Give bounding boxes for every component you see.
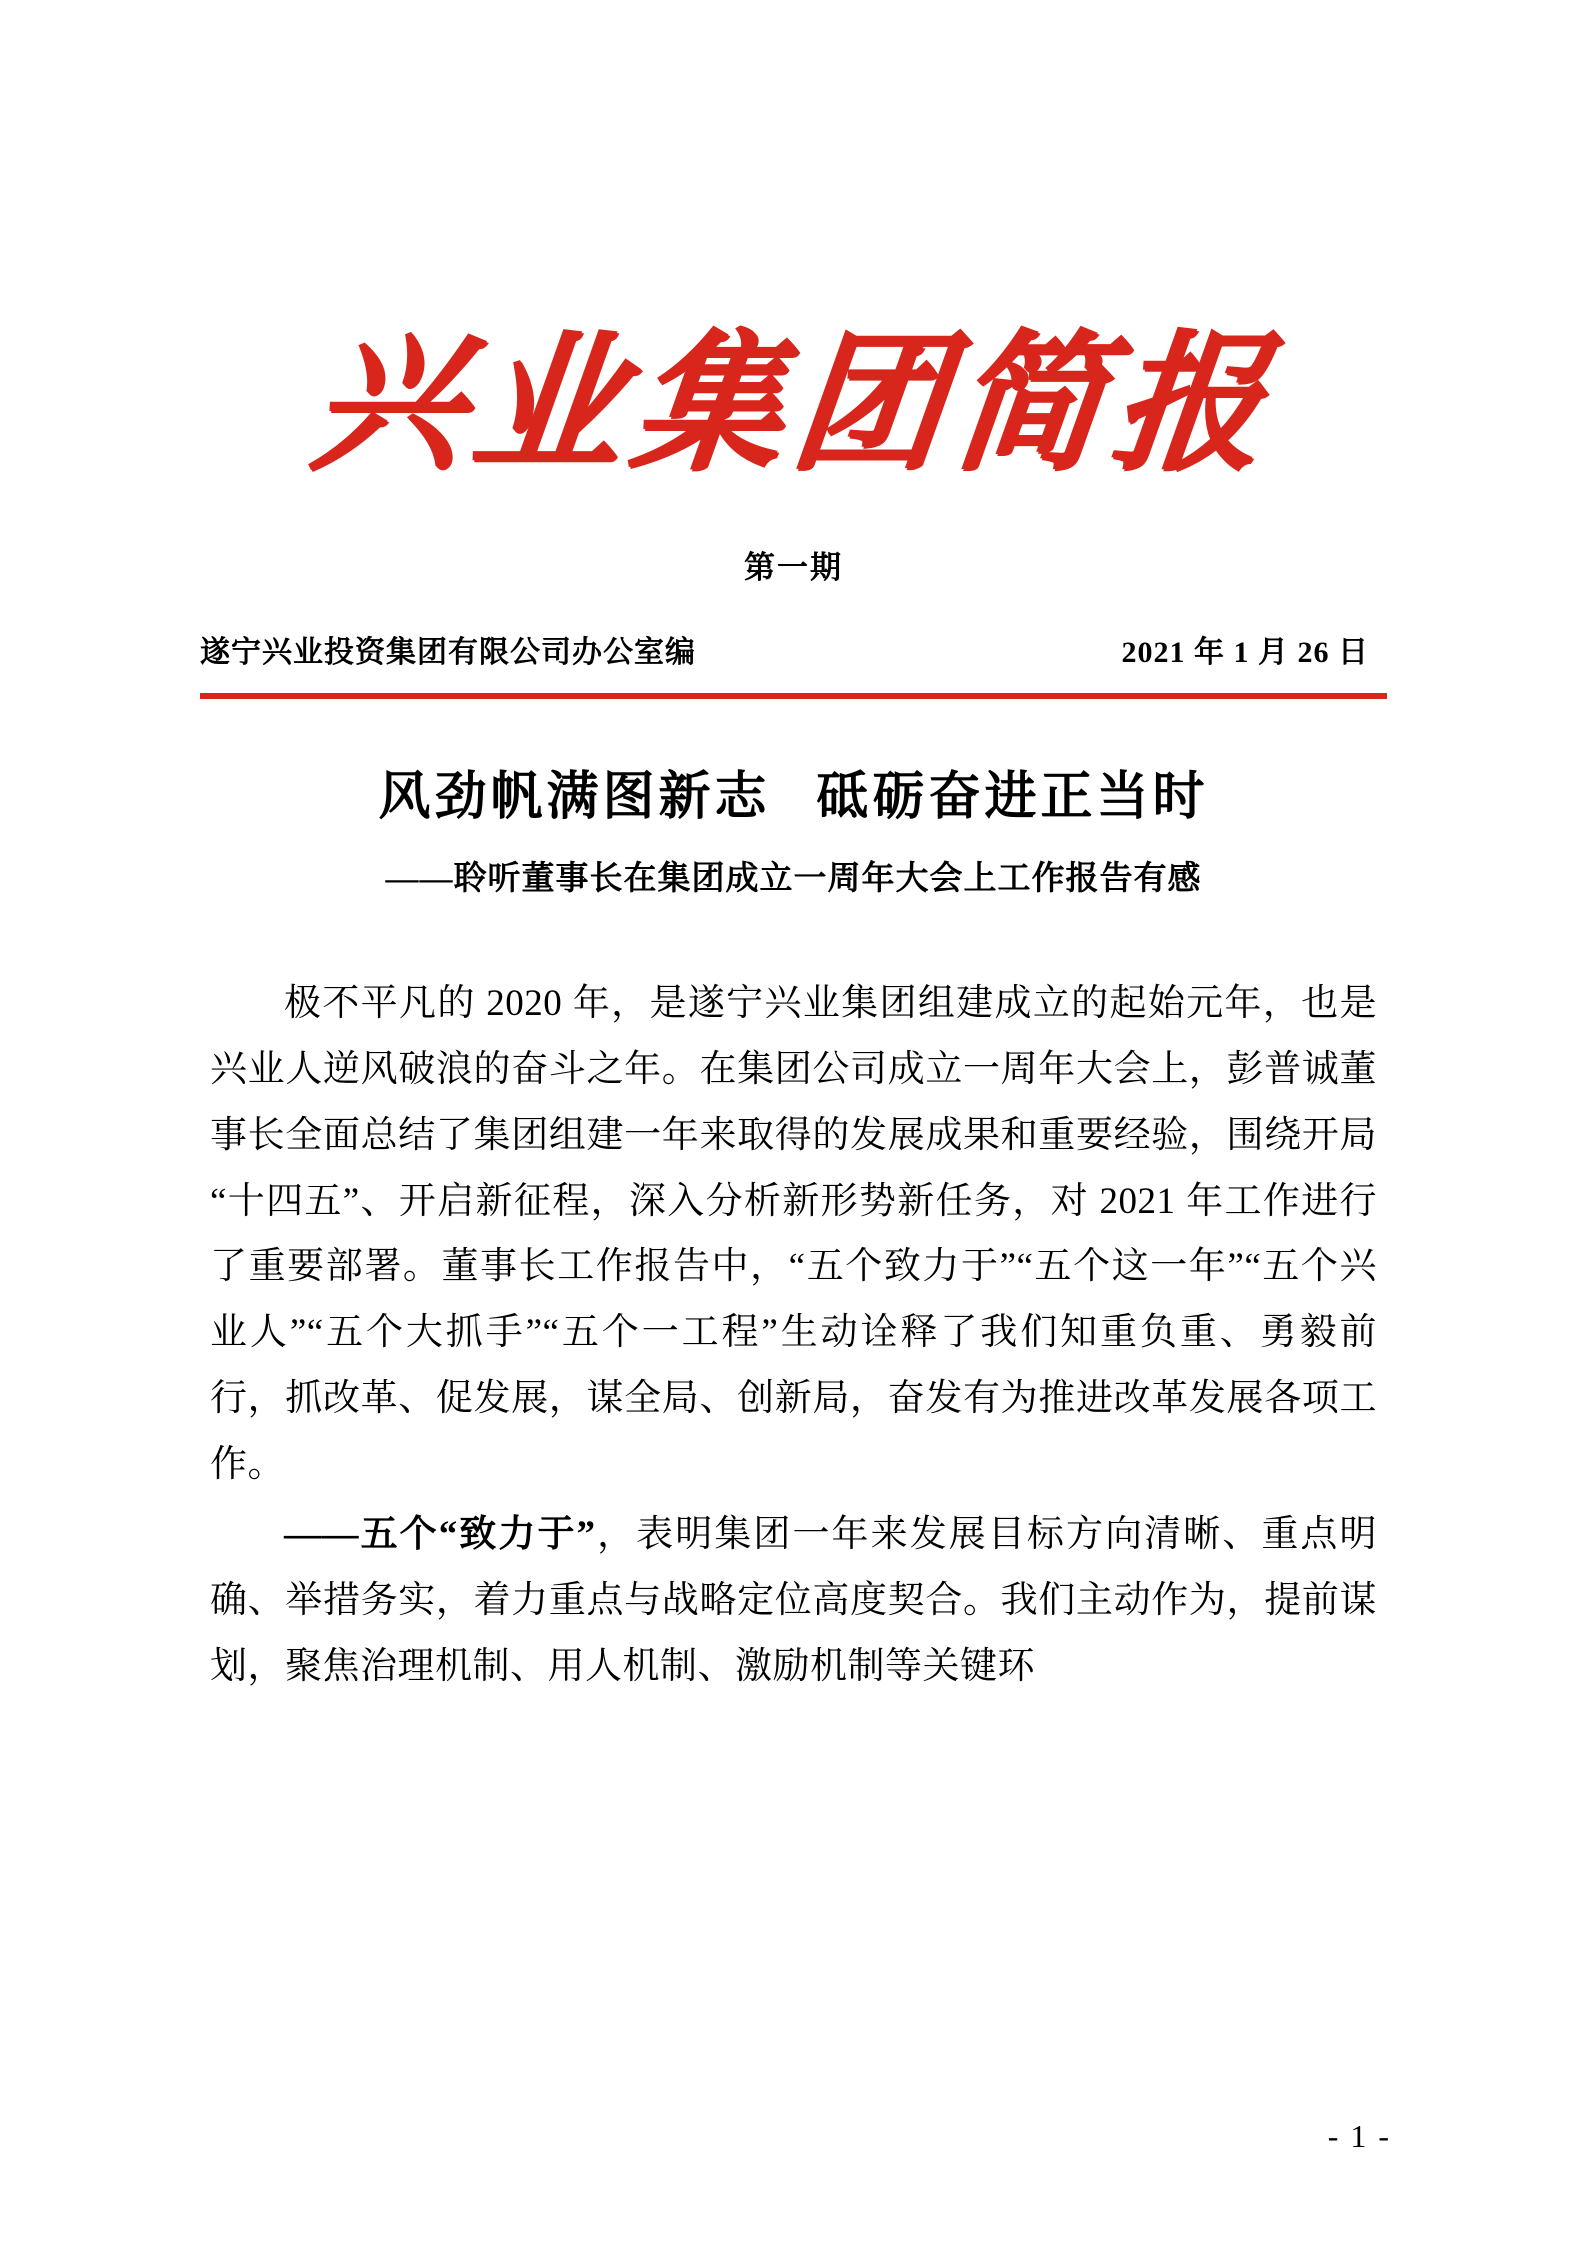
article-body [210, 971, 1377, 1699]
publication-title: 兴业集团简报 [304, 322, 1283, 488]
publication-date: 2021 年 1 月 26 日 [1121, 636, 1369, 669]
page-number: - 1 - [1327, 2118, 1391, 2154]
article-headline [210, 765, 1377, 830]
headline-part-1: 风劲帆满图新志 [378, 769, 771, 826]
article-subheadline: ——聆听董事长在集团成立一周年大会上工作报告有感 [385, 861, 1202, 897]
publisher-name: 遂宁兴业投资集团有限公司办公室编 [200, 636, 696, 669]
article [210, 699, 1377, 1699]
paragraph-2 [210, 1502, 1377, 1700]
headline-part-2: 砥砺奋进正当时 [816, 769, 1209, 826]
issue-number: 第一期 [744, 550, 843, 585]
paragraph-2-lead: ——五个“致力于” [284, 1513, 596, 1555]
paragraph-2-rest: ，表明集团一年来发展目标方向清晰、重点明确、举措务实，着力重点与战略定位高度契合。我们主动作为，提前谋划，聚焦治理机制、用人机制、激励机制等关键环 [210, 1513, 1378, 1687]
masthead [0, 322, 1587, 488]
imprint-row [0, 627, 1587, 671]
paragraph-1: 极不平凡的 2020 年，是遂宁兴业集团组建成立的起始元年，也是兴业人逆风破浪的奋斗之年。在集团公司成立一周年大会上，彭普诚董事长全面总结了集团组建一年来取得的发展成果和重要经验，围绕开局“十四五”、开启新征程，深入分析新形势新任务，对 2021 年工作进行了重要部署。董事长工作报告中，“五个致力于”“五个这一年”“五个兴业人”“五个大抓手”“五个一工程”生动诠释了我们知重负重、勇毅前行，抓改革、促发展，谋全局、创新局，奋发有为推进改革发展各项工作。 [210, 983, 1377, 1486]
